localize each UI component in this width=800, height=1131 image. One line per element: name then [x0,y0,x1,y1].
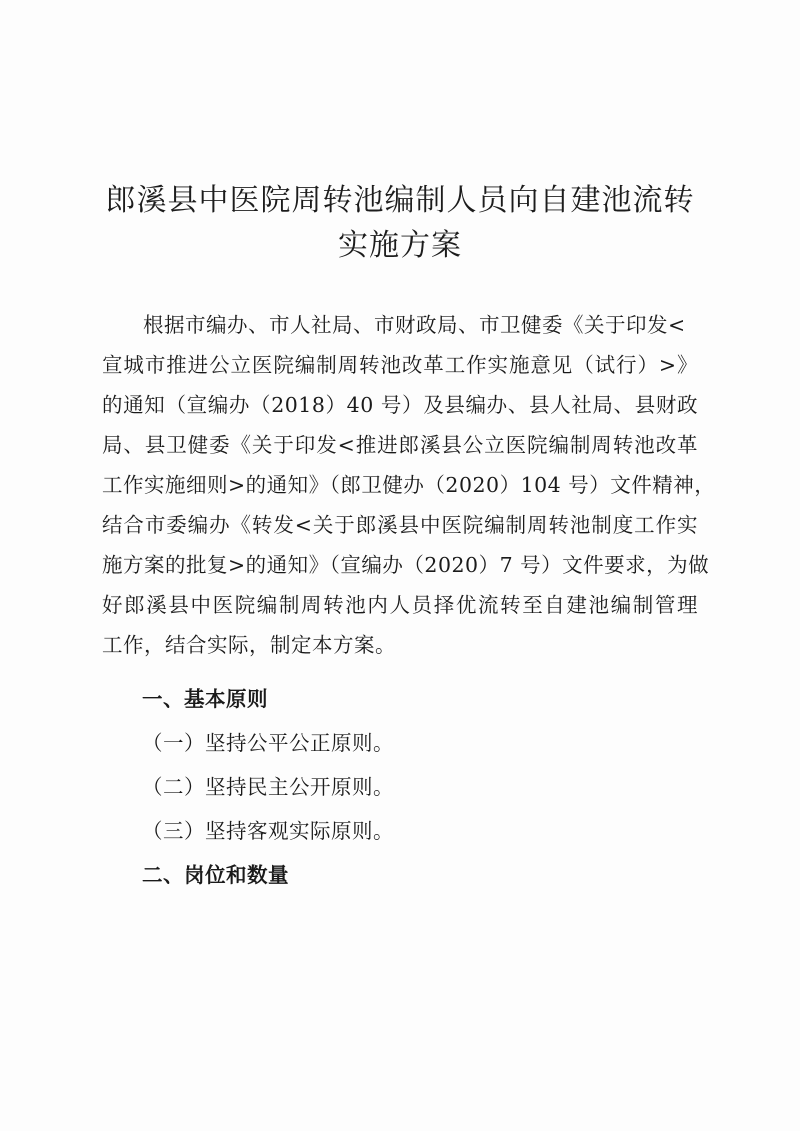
document-title-line-2: 实施方案 [338,228,462,263]
principle-item: （三）坚持客观实际原则。 [142,819,394,843]
section-heading-positions-and-quantity: 二、岗位和数量 [142,863,289,887]
paragraph-line: 宣城市推进公立医院编制周转池改革工作实施意见（试行）>》 [102,353,698,377]
paragraph-line: 好郎溪县中医院编制周转池内人员择优流转至自建池编制管理 [102,593,698,617]
document-title-line-1: 郎溪县中医院周转池编制人员向自建池流转 [105,183,695,218]
paragraph-line: 施方案的批复>的通知》（宣编办（2020）7 号）文件要求，为做 [102,553,710,577]
paragraph-line: 工作，结合实际，制定本方案。 [102,633,396,657]
paragraph-line: 结合市委编办《转发<关于郎溪县中医院编制周转池制度工作实 [102,513,698,537]
principle-item: （二）坚持民主公开原则。 [142,775,394,799]
intro-paragraph [102,310,716,670]
section-heading-basic-principles: 一、基本原则 [142,687,268,711]
paragraph-line: 工作实施细则>的通知》（郎卫健办（2020）104 号）文件精神， [102,473,716,497]
principle-item: （一）坚持公平公正原则。 [142,731,394,755]
paragraph-line: 局、县卫健委《关于印发<推进郎溪县公立医院编制周转池改革 [102,433,698,457]
paragraph-line: 的通知（宣编办（2018）40 号）及县编办、县人社局、县财政 [102,393,698,417]
paragraph-line: 根据市编办、市人社局、市财政局、市卫健委《关于印发< [143,313,686,337]
